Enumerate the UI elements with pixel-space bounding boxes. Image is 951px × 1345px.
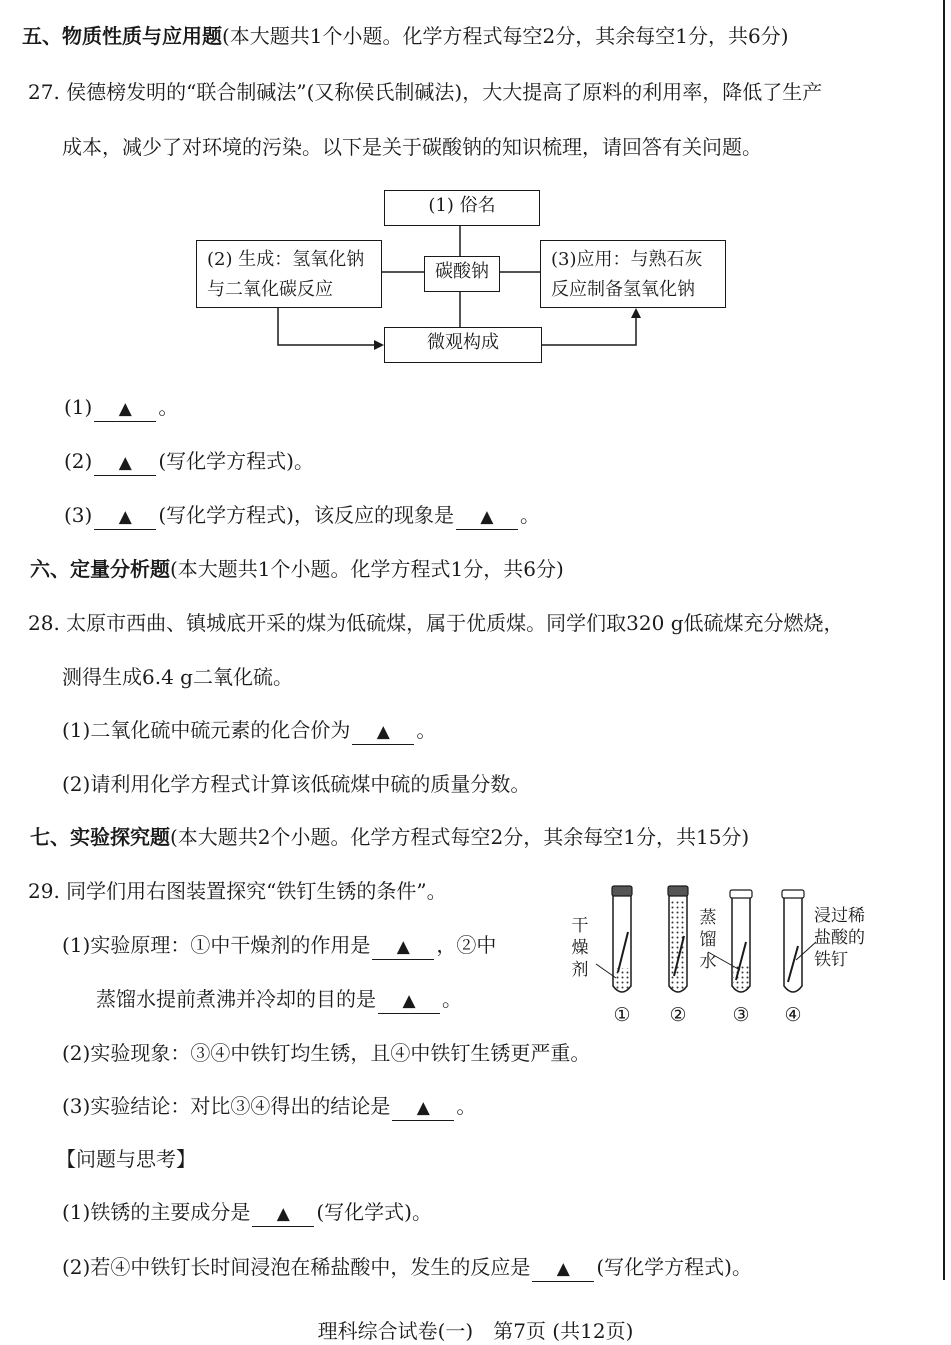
label-char: 剂 <box>571 960 589 980</box>
answer-number: (1) <box>64 395 93 419</box>
answer-number: (3) <box>64 503 93 527</box>
answer-text: (2)若④中铁钉长时间浸泡在稀盐酸中，发生的反应是 <box>62 1255 531 1279</box>
q28-answer-1 <box>62 716 436 745</box>
q28-line-2: 测得生成6.4 g二氧化硫。 <box>62 665 293 689</box>
q27-answer-2 <box>64 447 314 476</box>
answer-blank[interactable]: ▲ <box>94 397 156 422</box>
section-title: 六、定量分析题 <box>30 557 170 581</box>
q29-phenomenon: (2)实验现象：③④中铁钉均生锈，且④中铁钉生锈更严重。 <box>62 1041 591 1065</box>
answer-tail: 。 <box>456 1094 477 1118</box>
answer-tail: 。 <box>519 503 540 527</box>
q29-conclusion <box>62 1092 476 1121</box>
answer-blank[interactable]: ▲ <box>352 720 414 745</box>
section-note: (本大题共1个小题。化学方程式每空2分，其余每空1分，共6分) <box>222 24 789 48</box>
q28-answer-2: (2)请利用化学方程式计算该低硫煤中硫的质量分数。 <box>62 772 531 796</box>
answer-blank[interactable]: ▲ <box>94 505 156 530</box>
q29-think-1 <box>62 1198 432 1227</box>
answer-text: (1)实验原理：①中干燥剂的作用是 <box>62 933 371 957</box>
test-tube-3 <box>730 890 752 992</box>
answer-blank[interactable]: ▲ <box>532 1257 594 1282</box>
q28-line-1: 28. 太原市西曲、镇城底开采的煤为低硫煤，属于优质煤。同学们取320 g低硫煤充分燃烧， <box>28 611 844 635</box>
page-footer: 理科综合试卷(一) 第7页 (共12页) <box>317 1319 634 1343</box>
section-title: 五、物质性质与应用题 <box>22 24 222 48</box>
answer-tail: (写化学方程式)。 <box>158 449 314 473</box>
answer-number: (2) <box>64 449 93 473</box>
diagram-box-center: 碳酸钠 <box>424 256 500 292</box>
section-note: (本大题共1个小题。化学方程式1分，共6分) <box>170 557 564 581</box>
section-6-heading <box>30 555 564 583</box>
answer-tail: (写化学式)。 <box>316 1200 432 1224</box>
q29-principle-a <box>62 931 496 960</box>
q27-line-2: 成本，减少了对环境的污染。以下是关于碳酸钠的知识梳理，请回答有关问题。 <box>62 135 762 159</box>
answer-tail: (写化学方程式)。 <box>596 1255 752 1279</box>
q29-line-1: 29. 同学们用右图装置探究“铁钉生锈的条件”。 <box>28 879 447 903</box>
answer-text: (1)二氧化硫中硫元素的化合价为 <box>62 718 351 742</box>
label-char: 干 <box>571 916 589 936</box>
answer-mid: (写化学方程式)，该反应的现象是 <box>158 503 454 527</box>
label-line: 浸过稀 <box>814 906 865 926</box>
diagram-box-left <box>196 240 382 308</box>
answer-blank[interactable]: ▲ <box>252 1202 314 1227</box>
diagram-right-line-2: 反应制备氢氧化钠 <box>551 279 695 300</box>
tube-number-3: ③ <box>732 1004 750 1026</box>
q29-principle-b <box>96 985 462 1014</box>
q27-line-1: 27. 侯德榜发明的“联合制碱法”(又称侯氏制碱法)，大大提高了原料的利用率，降低了生产 <box>28 80 823 104</box>
section-note: (本大题共2个小题。化学方程式每空2分，其余每空1分，共15分) <box>170 825 750 849</box>
q29-think-2 <box>62 1253 752 1282</box>
label-line: 铁钉 <box>814 950 848 970</box>
answer-text: 蒸馏水提前煮沸并冷却的目的是 <box>96 987 376 1011</box>
label-char: 蒸 <box>699 908 717 928</box>
q29-thinking-heading: 【问题与思考】 <box>56 1147 196 1171</box>
answer-tail: 。 <box>442 987 462 1011</box>
label-line: 盐酸的 <box>814 928 865 948</box>
section-7-heading <box>30 823 749 851</box>
label-acid-nail <box>814 905 880 971</box>
answer-blank[interactable]: ▲ <box>94 451 156 476</box>
q27-answer-1 <box>64 393 178 422</box>
tube-number-4: ④ <box>784 1004 802 1026</box>
label-char: 水 <box>699 952 717 972</box>
diagram-box-bottom: 微观构成 <box>384 327 542 363</box>
answer-text: (1)铁锈的主要成分是 <box>62 1200 251 1224</box>
label-char: 馏 <box>699 930 717 950</box>
answer-tail: ，②中 <box>436 933 497 957</box>
answer-tail: 。 <box>158 395 179 419</box>
answer-blank[interactable]: ▲ <box>372 935 434 960</box>
label-distilled-water <box>696 907 720 973</box>
answer-text: (3)实验结论：对比③④得出的结论是 <box>62 1094 391 1118</box>
tube-number-1: ① <box>613 1004 631 1026</box>
answer-blank-2[interactable]: ▲ <box>456 505 518 530</box>
answer-blank[interactable]: ▲ <box>378 989 440 1014</box>
diagram-right-line-1: (3)应用：与熟石灰 <box>551 249 703 270</box>
tube-number-2: ② <box>669 1004 687 1026</box>
test-tube-1 <box>612 886 632 992</box>
q27-answer-3 <box>64 501 540 530</box>
section-title: 七、实验探究题 <box>30 825 170 849</box>
diagram-left-line-1: (2) 生成：氢氧化钠 <box>207 249 365 270</box>
label-desiccant <box>568 915 592 981</box>
diagram-box-right <box>540 240 726 308</box>
answer-blank[interactable]: ▲ <box>392 1096 454 1121</box>
answer-tail: 。 <box>416 718 437 742</box>
label-char: 燥 <box>571 938 589 958</box>
test-tube-4 <box>782 890 804 992</box>
test-tube-2 <box>668 886 688 992</box>
diagram-box-top: (1) 俗名 <box>384 190 540 226</box>
diagram-left-line-2: 与二氧化碳反应 <box>207 279 333 300</box>
